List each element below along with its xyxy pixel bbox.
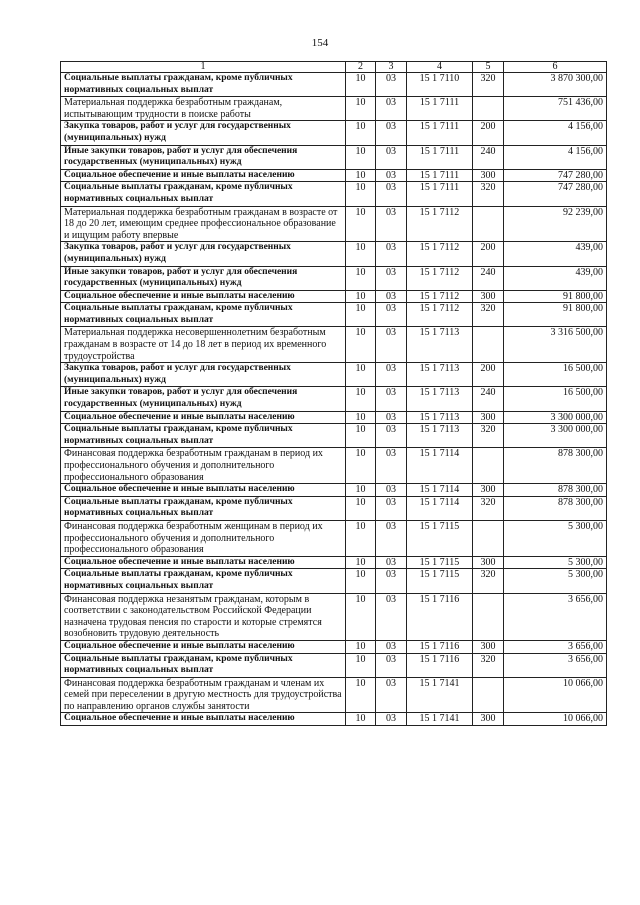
table-row <box>61 484 607 497</box>
row-subsection-cell: 03 <box>376 121 407 145</box>
row-name-cell: Иные закупки товаров, работ и услуг для обеспечения государственных (муниципальных) нужд <box>61 266 346 290</box>
row-section-cell: 10 <box>346 484 376 497</box>
row-subsection-cell: 03 <box>376 640 407 653</box>
table-row <box>61 169 607 182</box>
row-expense-type-cell <box>473 206 504 242</box>
header-cell-1: 1 <box>61 62 346 73</box>
row-name-cell: Закупка товаров, работ и услуг для государственных (муниципальных) нужд <box>61 363 346 387</box>
row-target-article-cell: 15 1 7115 <box>407 569 473 593</box>
row-expense-type-cell: 300 <box>473 713 504 726</box>
row-target-article-cell: 15 1 7116 <box>407 593 473 640</box>
row-section-cell: 10 <box>346 290 376 303</box>
row-subsection-cell: 03 <box>376 569 407 593</box>
row-name-cell: Социальные выплаты гражданам, кроме публичных нормативных социальных выплат <box>61 73 346 97</box>
row-expense-type-cell: 240 <box>473 387 504 411</box>
row-name-cell: Социальные выплаты гражданам, кроме публичных нормативных социальных выплат <box>61 424 346 448</box>
table-row <box>61 387 607 411</box>
row-subsection-cell: 03 <box>376 242 407 266</box>
table-row <box>61 290 607 303</box>
row-target-article-cell: 15 1 7112 <box>407 206 473 242</box>
row-amount-cell: 3 300 000,00 <box>504 411 607 424</box>
table-row <box>61 448 607 484</box>
row-expense-type-cell: 300 <box>473 169 504 182</box>
row-subsection-cell: 03 <box>376 484 407 497</box>
row-target-article-cell: 15 1 7110 <box>407 73 473 97</box>
row-expense-type-cell: 240 <box>473 145 504 169</box>
row-section-cell: 10 <box>346 387 376 411</box>
row-name-cell: Социальное обеспечение и иные выплаты населению <box>61 169 346 182</box>
row-subsection-cell: 03 <box>376 593 407 640</box>
row-subsection-cell: 03 <box>376 290 407 303</box>
row-section-cell: 10 <box>346 327 376 363</box>
table-row <box>61 593 607 640</box>
row-subsection-cell: 03 <box>376 653 407 677</box>
row-expense-type-cell <box>473 327 504 363</box>
table-row <box>61 97 607 121</box>
row-amount-cell: 3 656,00 <box>504 593 607 640</box>
row-name-cell: Материальная поддержка безработным гражданам, испытывающим трудности в поиске работы <box>61 97 346 121</box>
row-subsection-cell: 03 <box>376 327 407 363</box>
row-amount-cell: 91 800,00 <box>504 303 607 327</box>
row-amount-cell: 439,00 <box>504 266 607 290</box>
row-amount-cell: 10 066,00 <box>504 677 607 713</box>
table-row <box>61 677 607 713</box>
row-target-article-cell: 15 1 7141 <box>407 677 473 713</box>
row-amount-cell: 16 500,00 <box>504 387 607 411</box>
row-expense-type-cell: 200 <box>473 242 504 266</box>
row-section-cell: 10 <box>346 713 376 726</box>
row-section-cell: 10 <box>346 242 376 266</box>
row-expense-type-cell: 300 <box>473 411 504 424</box>
header-cell-5: 5 <box>473 62 504 73</box>
row-section-cell: 10 <box>346 411 376 424</box>
row-name-cell: Закупка товаров, работ и услуг для государственных (муниципальных) нужд <box>61 242 346 266</box>
row-target-article-cell: 15 1 7112 <box>407 266 473 290</box>
row-subsection-cell: 03 <box>376 206 407 242</box>
table-row <box>61 327 607 363</box>
header-cell-6: 6 <box>504 62 607 73</box>
row-section-cell: 10 <box>346 363 376 387</box>
row-expense-type-cell: 300 <box>473 484 504 497</box>
row-target-article-cell: 15 1 7113 <box>407 424 473 448</box>
row-section-cell: 10 <box>346 121 376 145</box>
table-row <box>61 242 607 266</box>
row-section-cell: 10 <box>346 169 376 182</box>
row-expense-type-cell <box>473 520 504 556</box>
table-row <box>61 640 607 653</box>
table-body <box>61 73 607 726</box>
row-section-cell: 10 <box>346 569 376 593</box>
header-cell-3: 3 <box>376 62 407 73</box>
row-expense-type-cell: 240 <box>473 266 504 290</box>
table-row <box>61 145 607 169</box>
row-expense-type-cell <box>473 677 504 713</box>
row-amount-cell: 439,00 <box>504 242 607 266</box>
row-amount-cell: 878 300,00 <box>504 496 607 520</box>
row-target-article-cell: 15 1 7113 <box>407 411 473 424</box>
row-name-cell: Иные закупки товаров, работ и услуг для обеспечения государственных (муниципальных) нужд <box>61 145 346 169</box>
header-cell-2: 2 <box>346 62 376 73</box>
row-target-article-cell: 15 1 7111 <box>407 145 473 169</box>
row-section-cell: 10 <box>346 496 376 520</box>
row-amount-cell: 4 156,00 <box>504 145 607 169</box>
row-subsection-cell: 03 <box>376 713 407 726</box>
table-row <box>61 266 607 290</box>
row-target-article-cell: 15 1 7112 <box>407 290 473 303</box>
row-expense-type-cell: 300 <box>473 640 504 653</box>
row-subsection-cell: 03 <box>376 387 407 411</box>
row-amount-cell: 5 300,00 <box>504 556 607 569</box>
row-section-cell: 10 <box>346 97 376 121</box>
row-expense-type-cell <box>473 593 504 640</box>
table-row <box>61 363 607 387</box>
header-cell-4: 4 <box>407 62 473 73</box>
row-name-cell: Социальные выплаты гражданам, кроме публичных нормативных социальных выплат <box>61 569 346 593</box>
row-expense-type-cell <box>473 448 504 484</box>
row-section-cell: 10 <box>346 145 376 169</box>
row-expense-type-cell: 320 <box>473 182 504 206</box>
table-row <box>61 303 607 327</box>
row-name-cell: Материальная поддержка несовершеннолетним безработным гражданам в возрасте от 14 до 18 лет в период их временного трудоустройства <box>61 327 346 363</box>
row-expense-type-cell: 320 <box>473 496 504 520</box>
row-subsection-cell: 03 <box>376 145 407 169</box>
row-section-cell: 10 <box>346 303 376 327</box>
row-expense-type-cell: 320 <box>473 569 504 593</box>
row-target-article-cell: 15 1 7114 <box>407 448 473 484</box>
page-number: 154 <box>311 37 329 49</box>
row-amount-cell: 4 156,00 <box>504 121 607 145</box>
row-expense-type-cell: 200 <box>473 121 504 145</box>
row-amount-cell: 3 300 000,00 <box>504 424 607 448</box>
row-name-cell: Социальное обеспечение и иные выплаты населению <box>61 411 346 424</box>
row-target-article-cell: 15 1 7114 <box>407 496 473 520</box>
row-name-cell: Социальные выплаты гражданам, кроме публичных нормативных социальных выплат <box>61 182 346 206</box>
table-row <box>61 556 607 569</box>
row-amount-cell: 3 316 500,00 <box>504 327 607 363</box>
row-subsection-cell: 03 <box>376 496 407 520</box>
row-target-article-cell: 15 1 7113 <box>407 363 473 387</box>
row-subsection-cell: 03 <box>376 411 407 424</box>
row-target-article-cell: 15 1 7113 <box>407 327 473 363</box>
row-target-article-cell: 15 1 7115 <box>407 520 473 556</box>
table-row <box>61 569 607 593</box>
table-row <box>61 653 607 677</box>
row-section-cell: 10 <box>346 73 376 97</box>
row-expense-type-cell: 320 <box>473 303 504 327</box>
row-name-cell: Социальное обеспечение и иные выплаты населению <box>61 290 346 303</box>
row-target-article-cell: 15 1 7116 <box>407 653 473 677</box>
row-expense-type-cell: 320 <box>473 653 504 677</box>
row-name-cell: Финансовая поддержка незанятым гражданам, которым в соответствии с законодательством Российской Федерации назначена трудовая пенсия по старости и которые стремятся возобновить трудовую деятельность <box>61 593 346 640</box>
row-name-cell: Социальное обеспечение и иные выплаты населению <box>61 484 346 497</box>
table-row <box>61 182 607 206</box>
row-amount-cell: 3 656,00 <box>504 640 607 653</box>
table-row <box>61 520 607 556</box>
row-name-cell: Финансовая поддержка безработным женщинам в период их профессионального обучения и дополнительного профессионального образования <box>61 520 346 556</box>
table-row <box>61 206 607 242</box>
row-amount-cell: 747 280,00 <box>504 169 607 182</box>
row-target-article-cell: 15 1 7111 <box>407 182 473 206</box>
row-name-cell: Социальные выплаты гражданам, кроме публичных нормативных социальных выплат <box>61 653 346 677</box>
row-subsection-cell: 03 <box>376 303 407 327</box>
table-row <box>61 121 607 145</box>
row-target-article-cell: 15 1 7141 <box>407 713 473 726</box>
row-expense-type-cell: 320 <box>473 73 504 97</box>
row-name-cell: Социальные выплаты гражданам, кроме публичных нормативных социальных выплат <box>61 496 346 520</box>
row-name-cell: Закупка товаров, работ и услуг для государственных (муниципальных) нужд <box>61 121 346 145</box>
row-subsection-cell: 03 <box>376 73 407 97</box>
row-name-cell: Финансовая поддержка безработным гражданам в период их профессионального обучения и дополнительного профессионального образования <box>61 448 346 484</box>
row-target-article-cell: 15 1 7111 <box>407 121 473 145</box>
row-amount-cell: 91 800,00 <box>504 290 607 303</box>
table-row <box>61 496 607 520</box>
row-subsection-cell: 03 <box>376 520 407 556</box>
table-row <box>61 713 607 726</box>
row-amount-cell: 747 280,00 <box>504 182 607 206</box>
table-header-row <box>61 62 607 73</box>
row-expense-type-cell: 200 <box>473 363 504 387</box>
row-section-cell: 10 <box>346 593 376 640</box>
row-subsection-cell: 03 <box>376 169 407 182</box>
row-amount-cell: 3 870 300,00 <box>504 73 607 97</box>
row-target-article-cell: 15 1 7111 <box>407 169 473 182</box>
row-amount-cell: 3 656,00 <box>504 653 607 677</box>
row-section-cell: 10 <box>346 677 376 713</box>
row-name-cell: Иные закупки товаров, работ и услуг для обеспечения государственных (муниципальных) нужд <box>61 387 346 411</box>
row-target-article-cell: 15 1 7112 <box>407 242 473 266</box>
row-section-cell: 10 <box>346 640 376 653</box>
budget-table <box>60 61 607 726</box>
row-amount-cell: 16 500,00 <box>504 363 607 387</box>
row-amount-cell: 751 436,00 <box>504 97 607 121</box>
row-subsection-cell: 03 <box>376 448 407 484</box>
table-row <box>61 424 607 448</box>
row-section-cell: 10 <box>346 206 376 242</box>
row-expense-type-cell <box>473 97 504 121</box>
row-amount-cell: 92 239,00 <box>504 206 607 242</box>
row-subsection-cell: 03 <box>376 677 407 713</box>
row-subsection-cell: 03 <box>376 556 407 569</box>
row-amount-cell: 878 300,00 <box>504 448 607 484</box>
row-subsection-cell: 03 <box>376 363 407 387</box>
row-section-cell: 10 <box>346 266 376 290</box>
row-target-article-cell: 15 1 7112 <box>407 303 473 327</box>
row-expense-type-cell: 300 <box>473 290 504 303</box>
row-target-article-cell: 15 1 7111 <box>407 97 473 121</box>
row-section-cell: 10 <box>346 520 376 556</box>
row-target-article-cell: 15 1 7114 <box>407 484 473 497</box>
row-section-cell: 10 <box>346 424 376 448</box>
row-amount-cell: 5 300,00 <box>504 520 607 556</box>
row-name-cell: Социальные выплаты гражданам, кроме публичных нормативных социальных выплат <box>61 303 346 327</box>
row-subsection-cell: 03 <box>376 266 407 290</box>
row-amount-cell: 878 300,00 <box>504 484 607 497</box>
row-name-cell: Финансовая поддержка безработным гражданам и членам их семей при переселении в другую местность для трудоустройства по направлению органов службы занятости <box>61 677 346 713</box>
row-amount-cell: 5 300,00 <box>504 569 607 593</box>
row-subsection-cell: 03 <box>376 424 407 448</box>
row-section-cell: 10 <box>346 448 376 484</box>
row-section-cell: 10 <box>346 653 376 677</box>
row-expense-type-cell: 300 <box>473 556 504 569</box>
row-subsection-cell: 03 <box>376 97 407 121</box>
row-name-cell: Социальное обеспечение и иные выплаты населению <box>61 713 346 726</box>
row-section-cell: 10 <box>346 556 376 569</box>
table-row <box>61 73 607 97</box>
row-name-cell: Материальная поддержка безработным гражданам в возрасте от 18 до 20 лет, имеющим среднее профессиональное образование и ищущим работу впервые <box>61 206 346 242</box>
row-name-cell: Социальное обеспечение и иные выплаты населению <box>61 556 346 569</box>
row-name-cell: Социальное обеспечение и иные выплаты населению <box>61 640 346 653</box>
row-expense-type-cell: 320 <box>473 424 504 448</box>
row-subsection-cell: 03 <box>376 182 407 206</box>
row-section-cell: 10 <box>346 182 376 206</box>
row-target-article-cell: 15 1 7115 <box>407 556 473 569</box>
row-target-article-cell: 15 1 7113 <box>407 387 473 411</box>
table-row <box>61 411 607 424</box>
row-amount-cell: 10 066,00 <box>504 713 607 726</box>
row-target-article-cell: 15 1 7116 <box>407 640 473 653</box>
